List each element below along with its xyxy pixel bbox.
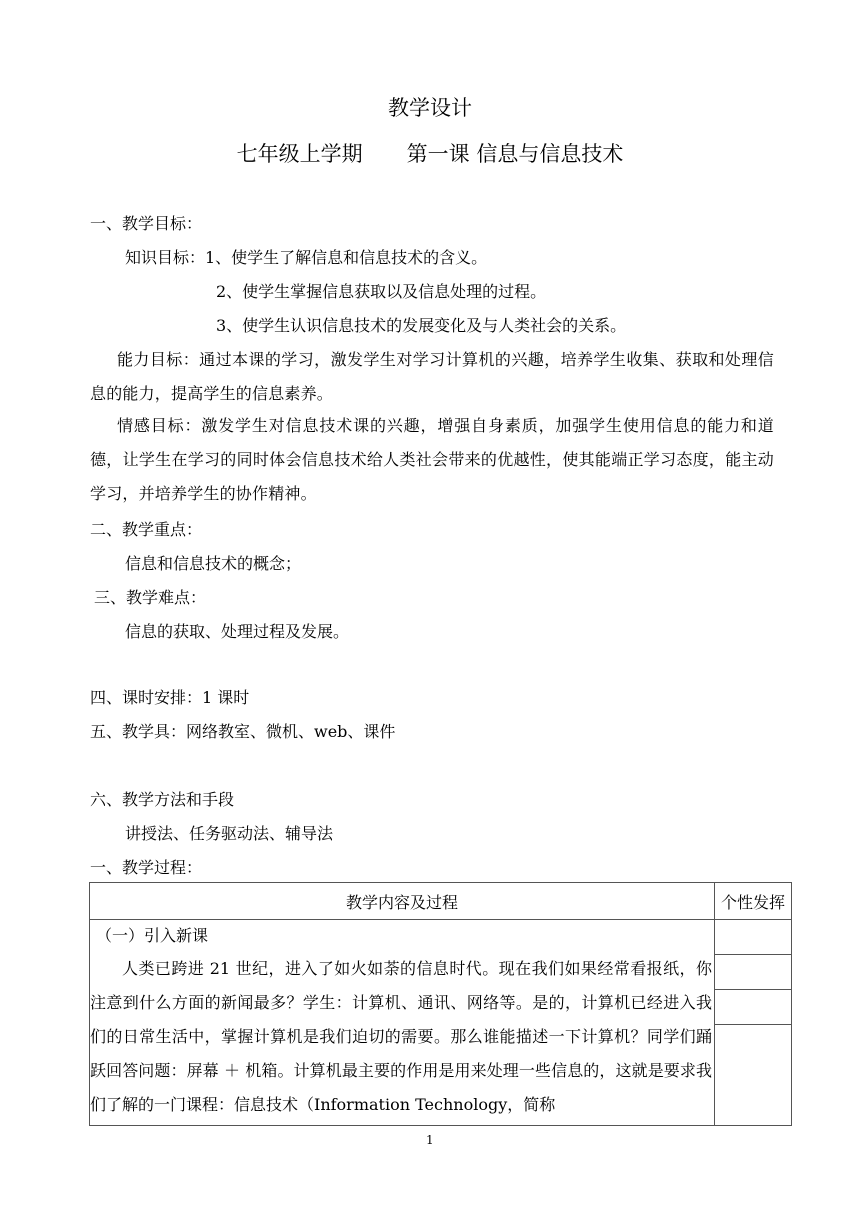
difficulty-heading: 三、教学难点： [94,588,207,607]
ability-goal: 能力目标：通过本课的学习，激发学生对学习计算机的兴趣，培养学生收集、获取和处理信息的能力，提高学生的信息素养。 [90,350,774,403]
key-points-text: 信息和信息技术的概念； [125,554,302,573]
schedule-line: 四、课时安排：1 课时 [90,688,250,707]
header-personal-cell: 个性发挥 [715,883,792,920]
knowledge-goal-2: 2、使学生掌握信息获取以及信息处理的过程。 [216,282,547,301]
knowledge-goal-3: 3、使学生认识信息技术的发展变化及与人类社会的关系。 [216,316,627,335]
subtitle-grade: 七年级上学期 [236,142,363,166]
document-title: 教学设计 [388,96,472,120]
process-table [89,882,792,1126]
tools-line: 五、教学具：网络教室、微机、web、课件 [90,722,396,741]
intro-text: 人类已跨进 21 世纪，进入了如火如荼的信息时代。现在我们如果经常看报纸，你注意到什么方面的新闻最多？学生：计算机、通讯、网络等。是的，计算机已经进入我们的日常生活中，掌握计算机是我们迫切的需要。那么谁能描述一下计算机？同学们踊跃回答问题：屏幕 ＋ 机箱。计算机最主要的作用是用来处理一些信息的，这就是要求我们了解的一门课程：信息技术（Information Technology，简称 [90,959,712,1114]
header-content-cell: 教学内容及过程 [90,883,715,920]
page-number: 1 [426,1133,434,1147]
method-heading: 六、教学方法和手段 [90,790,235,809]
personal-cell-3 [715,990,792,1025]
personal-cell-4 [715,1025,792,1126]
document-subtitle [0,138,860,168]
goals-heading: 一、教学目标： [90,214,203,233]
process-heading: 一、教学过程： [90,858,203,877]
personal-cell-2 [715,955,792,990]
difficulty-text: 信息的获取、处理过程及发展。 [125,622,350,641]
personal-cell-1 [715,920,792,955]
subtitle-lesson: 第一课 信息与信息技术 [406,142,624,166]
intro-heading: （一）引入新课 [96,926,209,945]
method-text: 讲授法、任务驱动法、辅导法 [125,824,334,843]
key-points-heading: 二、教学重点： [90,520,203,539]
intro-content-cell [90,920,715,1126]
knowledge-goal-1: 知识目标：1、使学生了解信息和信息技术的含义。 [125,248,488,267]
emotion-goal: 情感目标：激发学生对信息技术课的兴趣，增强自身素质，加强学生使用信息的能力和道德，让学生在学习的同时体会信息技术给人类社会带来的优越性，使其能端正学习态度，能主动学习，并培养学生的协作精神。 [90,416,774,503]
